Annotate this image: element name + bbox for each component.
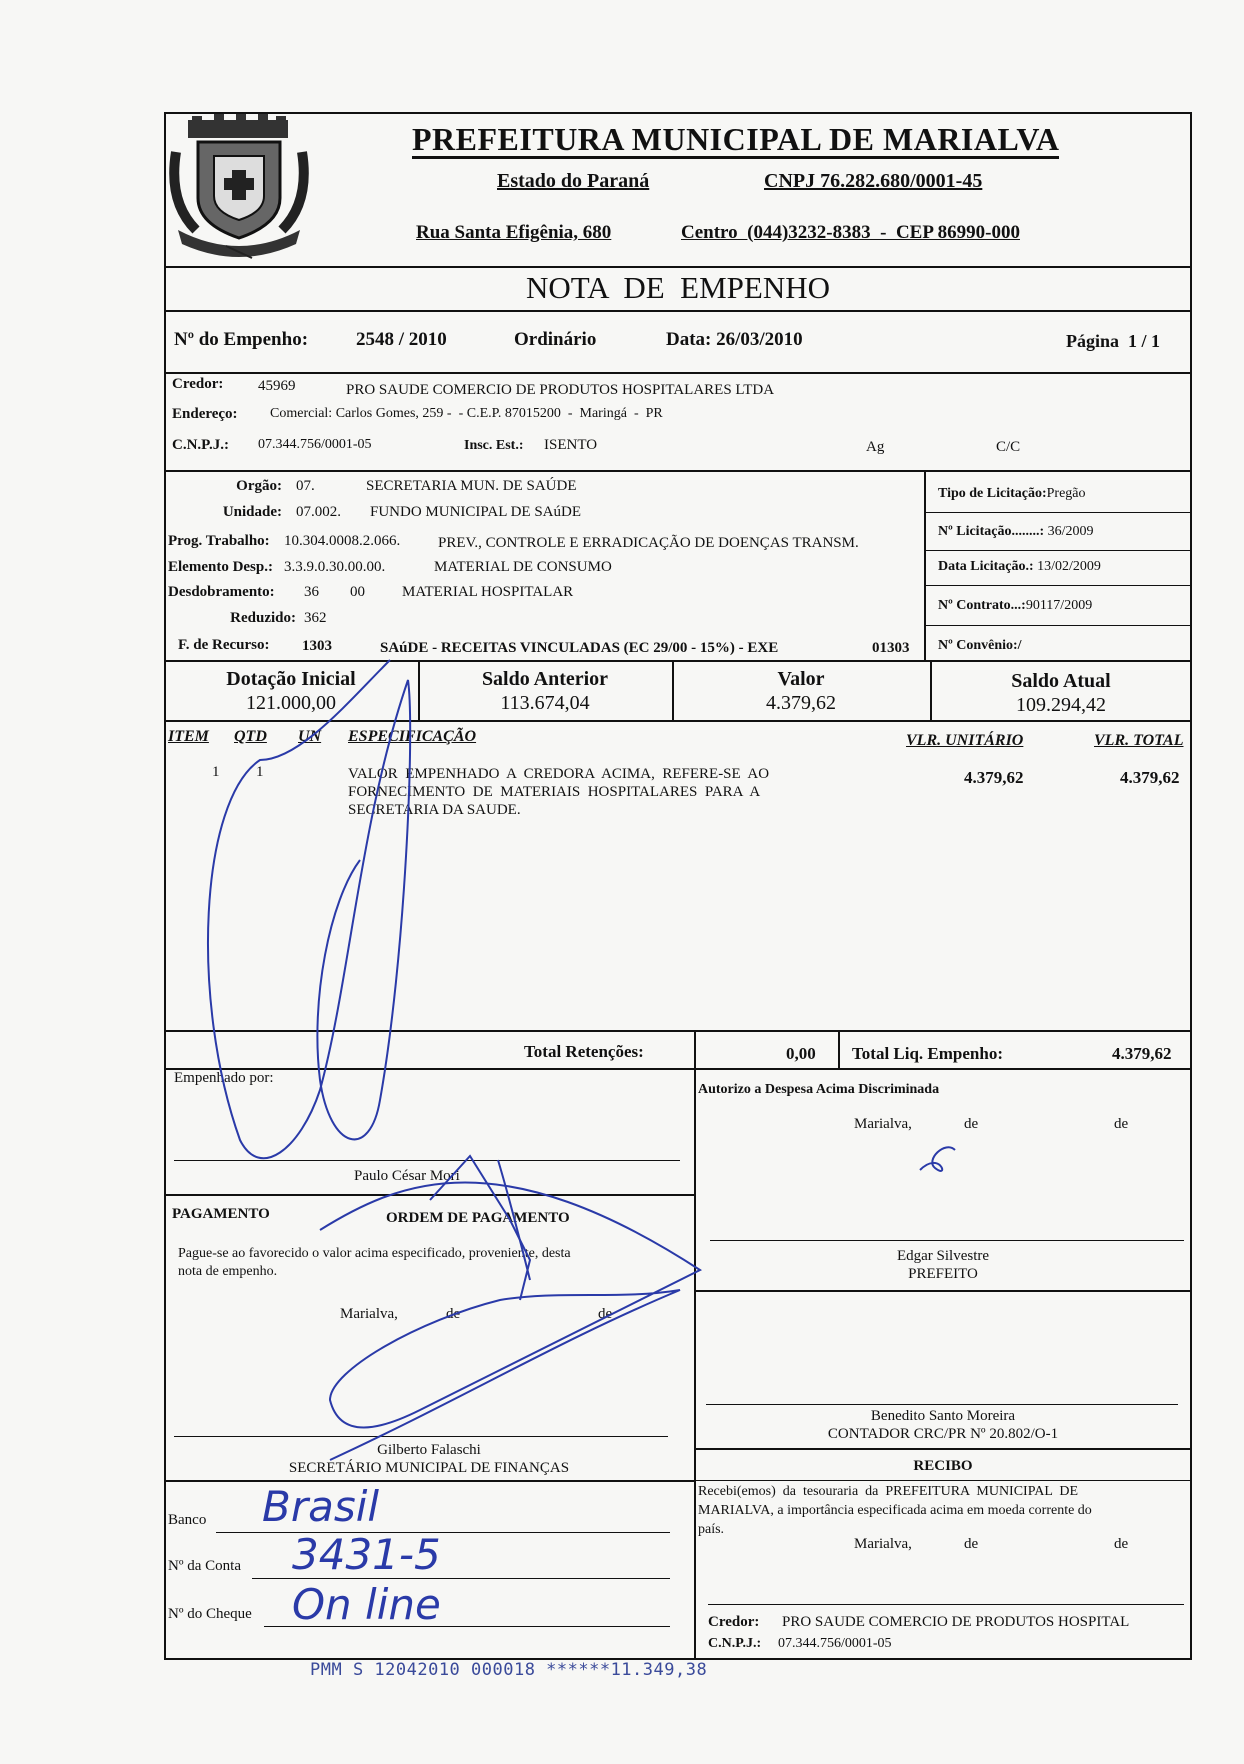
col-item: ITEM (168, 728, 209, 745)
contador-name: Benedito Santo Moreira (870, 1408, 1016, 1424)
ag-label: Ag (866, 439, 885, 455)
secretario-name: Gilberto Falaschi (377, 1442, 481, 1458)
pagamento-de1: de (446, 1306, 461, 1322)
col-vlr-unitario: VLR. UNITÁRIO (906, 732, 1024, 749)
prog-name: PREV., CONTROLE E ERRADICAÇÃO DE DOENÇAS TRANSM. (438, 535, 859, 551)
saldo-anterior-label: Saldo Anterior (481, 668, 609, 690)
empenhado-name: Paulo César Mori (354, 1168, 460, 1184)
licitacao-contrato-label (938, 598, 1092, 614)
col-qtd: QTD (234, 728, 267, 745)
recurso-code: 1303 (302, 638, 332, 654)
licitacao-data-label (938, 559, 1101, 575)
desdobramento-code: 36 (304, 584, 319, 600)
document-title: NOTA DE EMPENHO (525, 270, 831, 305)
licitacao-data-text: Data Licitação.: (938, 559, 1034, 574)
cnpj-label: CNPJ 76.282.680/0001-45 (764, 170, 983, 192)
autorizo-de2: de (1114, 1116, 1129, 1132)
total-retencoes-value: 0,00 (786, 1044, 816, 1063)
dotacao-value: 121.000,00 (246, 692, 336, 714)
pagamento-de2: de (598, 1306, 613, 1322)
contador-role: CONTADOR CRC/PR Nº 20.802/O-1 (827, 1426, 1059, 1442)
insc-label: Insc. Est.: (464, 438, 524, 453)
desdobramento-name: MATERIAL HOSPITALAR (402, 584, 574, 600)
recibo-cnpj-label: C.N.P.J.: (708, 1636, 762, 1651)
recibo-text-1: Recebi(emos) da tesouraria da PREFEITURA MUNICIPAL DE (698, 1484, 1079, 1499)
recibo-credor-name: PRO SAUDE COMERCIO DE PRODUTOS HOSPITAL (782, 1614, 1130, 1630)
licitacao-tipo-value: Pregão (1046, 486, 1086, 501)
state-label: Estado do Paraná (497, 170, 650, 192)
empenhado-label: Empenhado por: (174, 1070, 274, 1086)
elemento-code: 3.3.9.0.30.00.00. (284, 559, 386, 575)
col-un: UN (298, 728, 322, 745)
recibo-credor-label: Credor: (708, 1614, 760, 1630)
pagamento-label: PAGAMENTO (172, 1206, 270, 1222)
prefeito-name: Edgar Silvestre (896, 1248, 990, 1264)
orgao-label: Orgão: (236, 478, 282, 494)
prog-label: Prog. Trabalho: (168, 533, 270, 549)
ordem-pagamento-label: ORDEM DE PAGAMENTO (386, 1210, 570, 1226)
recurso-name: SAúDE - RECEITAS VINCULADAS (EC 29/00 - 15%) - EXE (380, 640, 779, 656)
unidade-name: FUNDO MUNICIPAL DE SAúDE (370, 504, 581, 520)
licitacao-tipo-text: Tipo de Licitação: (938, 486, 1047, 501)
pagamento-place: Marialva, (340, 1306, 398, 1322)
valor-label: Valor (777, 668, 825, 690)
licitacao-num-label (938, 524, 1094, 540)
recibo-label: RECIBO (913, 1458, 973, 1474)
secretario-role: SECRETÁRIO MUNICIPAL DE FINANÇAS (288, 1460, 570, 1476)
col-especificacao: ESPECIFICAÇÃO (348, 728, 477, 745)
licitacao-num-text: Nº Licitação........: (938, 524, 1045, 539)
valor-value: 4.379,62 (766, 692, 836, 714)
prefeito-role: PREFEITO (908, 1266, 978, 1282)
conta-handwritten: 3431-5 (292, 1530, 441, 1579)
empenho-number: 2548 / 2010 (356, 329, 447, 350)
empenho-number-label: Nº do Empenho: (174, 329, 309, 350)
orgao-name: SECRETARIA MUN. DE SAÚDE (366, 478, 577, 494)
elemento-label: Elemento Desp.: (168, 559, 273, 575)
credor-code: 45969 (258, 378, 296, 394)
payment-stamp: PMM S 12042010 000018 ******11.349,38 (310, 1660, 708, 1680)
banco-label: Banco (168, 1512, 207, 1528)
recibo-text-2: MARIALVA, a importância especificada acima em moeda corrente do (698, 1503, 1092, 1518)
recibo-de1: de (964, 1536, 979, 1552)
recibo-text-3: país. (698, 1522, 725, 1537)
pagamento-text-1: Pague-se ao favorecido o valor acima especificado, proveniente, desta (178, 1246, 571, 1261)
empenho-type: Ordinário (514, 329, 597, 350)
licitacao-data-value: 13/02/2009 (1037, 559, 1101, 574)
page-title: PREFEITURA MUNICIPAL DE MARIALVA (412, 121, 1060, 157)
autorizo-place: Marialva, (854, 1116, 912, 1132)
contact-label: Centro (044)3232-8383 - CEP 86990-000 (681, 222, 1020, 243)
unidade-label: Unidade: (222, 504, 282, 520)
dotacao-label: Dotação Inicial (226, 668, 356, 690)
saldo-atual-label: Saldo Atual (1011, 670, 1111, 692)
endereco-value: Comercial: Carlos Gomes, 259 - - C.E.P. 87015200 - Maringá - PR (270, 406, 663, 421)
autorizo-de1: de (964, 1116, 979, 1132)
saldo-anterior-value: 113.674,04 (500, 692, 590, 714)
orgao-code: 07. (296, 478, 315, 494)
cheque-handwritten: On line (292, 1580, 441, 1629)
elemento-name: MATERIAL DE CONSUMO (434, 559, 612, 575)
saldo-atual-value: 109.294,42 (1016, 694, 1106, 716)
prog-code: 10.304.0008.2.066. (284, 533, 401, 549)
item-unit-value: 4.379,62 (964, 768, 1024, 787)
item-qtd: 1 (256, 764, 264, 780)
pagamento-text-2: nota de empenho. (178, 1264, 278, 1279)
conta-label: Nº da Conta (168, 1558, 241, 1574)
licitacao-contrato-text: Nº Contrato...: (938, 598, 1026, 613)
col-vlr-total: VLR. TOTAL (1094, 732, 1184, 749)
endereco-label: Endereço: (172, 406, 238, 422)
recibo-cnpj-value: 07.344.756/0001-05 (778, 1636, 892, 1651)
licitacao-tipo-label (938, 486, 1086, 502)
reduzido-label: Reduzido: (230, 610, 296, 626)
licitacao-convenio-label: Nº Convênio:/ (938, 638, 1022, 653)
desdobramento-label: Desdobramento: (168, 584, 275, 600)
desdobramento-sub: 00 (350, 584, 365, 600)
licitacao-contrato-value: 90117/2009 (1025, 598, 1093, 613)
recurso-label: F. de Recurso: (178, 637, 270, 653)
empenho-date: Data: 26/03/2010 (666, 329, 803, 350)
item-spec-line3: SECRETARIA DA SAUDE. (348, 802, 521, 818)
insc-value: ISENTO (544, 437, 598, 453)
total-liquido-value: 4.379,62 (1112, 1044, 1172, 1063)
recibo-de2: de (1114, 1536, 1129, 1552)
cheque-label: Nº do Cheque (168, 1606, 252, 1622)
cnpj-credor-label: C.N.P.J.: (172, 437, 229, 453)
item-number: 1 (212, 764, 220, 780)
licitacao-num-value: 36/2009 (1047, 524, 1094, 539)
unidade-code: 07.002. (296, 504, 341, 520)
address-label: Rua Santa Efigênia, 680 (416, 222, 612, 243)
cnpj-credor-value: 07.344.756/0001-05 (258, 437, 372, 452)
cc-label: C/C (996, 439, 1021, 455)
item-spec-line1: VALOR EMPENHADO A CREDORA ACIMA, REFERE-SE AO (348, 766, 770, 782)
recibo-place: Marialva, (854, 1536, 912, 1552)
item-total-value: 4.379,62 (1120, 768, 1180, 787)
item-spec-line2: FORNECIMENTO DE MATERIAIS HOSPITALARES PARA A (348, 784, 761, 800)
total-retencoes-label: Total Retenções: (524, 1042, 644, 1061)
banco-handwritten: Brasil (262, 1482, 380, 1531)
credor-label: Credor: (172, 376, 224, 392)
page-number: Página 1 / 1 (1066, 331, 1161, 351)
credor-name: PRO SAUDE COMERCIO DE PRODUTOS HOSPITALARES LTDA (346, 382, 775, 398)
reduzido-code: 362 (304, 610, 327, 626)
autorizo-label: Autorizo a Despesa Acima Discriminada (698, 1082, 940, 1097)
total-liquido-label: Total Liq. Empenho: (852, 1044, 1003, 1063)
recurso-code2: 01303 (872, 640, 910, 656)
